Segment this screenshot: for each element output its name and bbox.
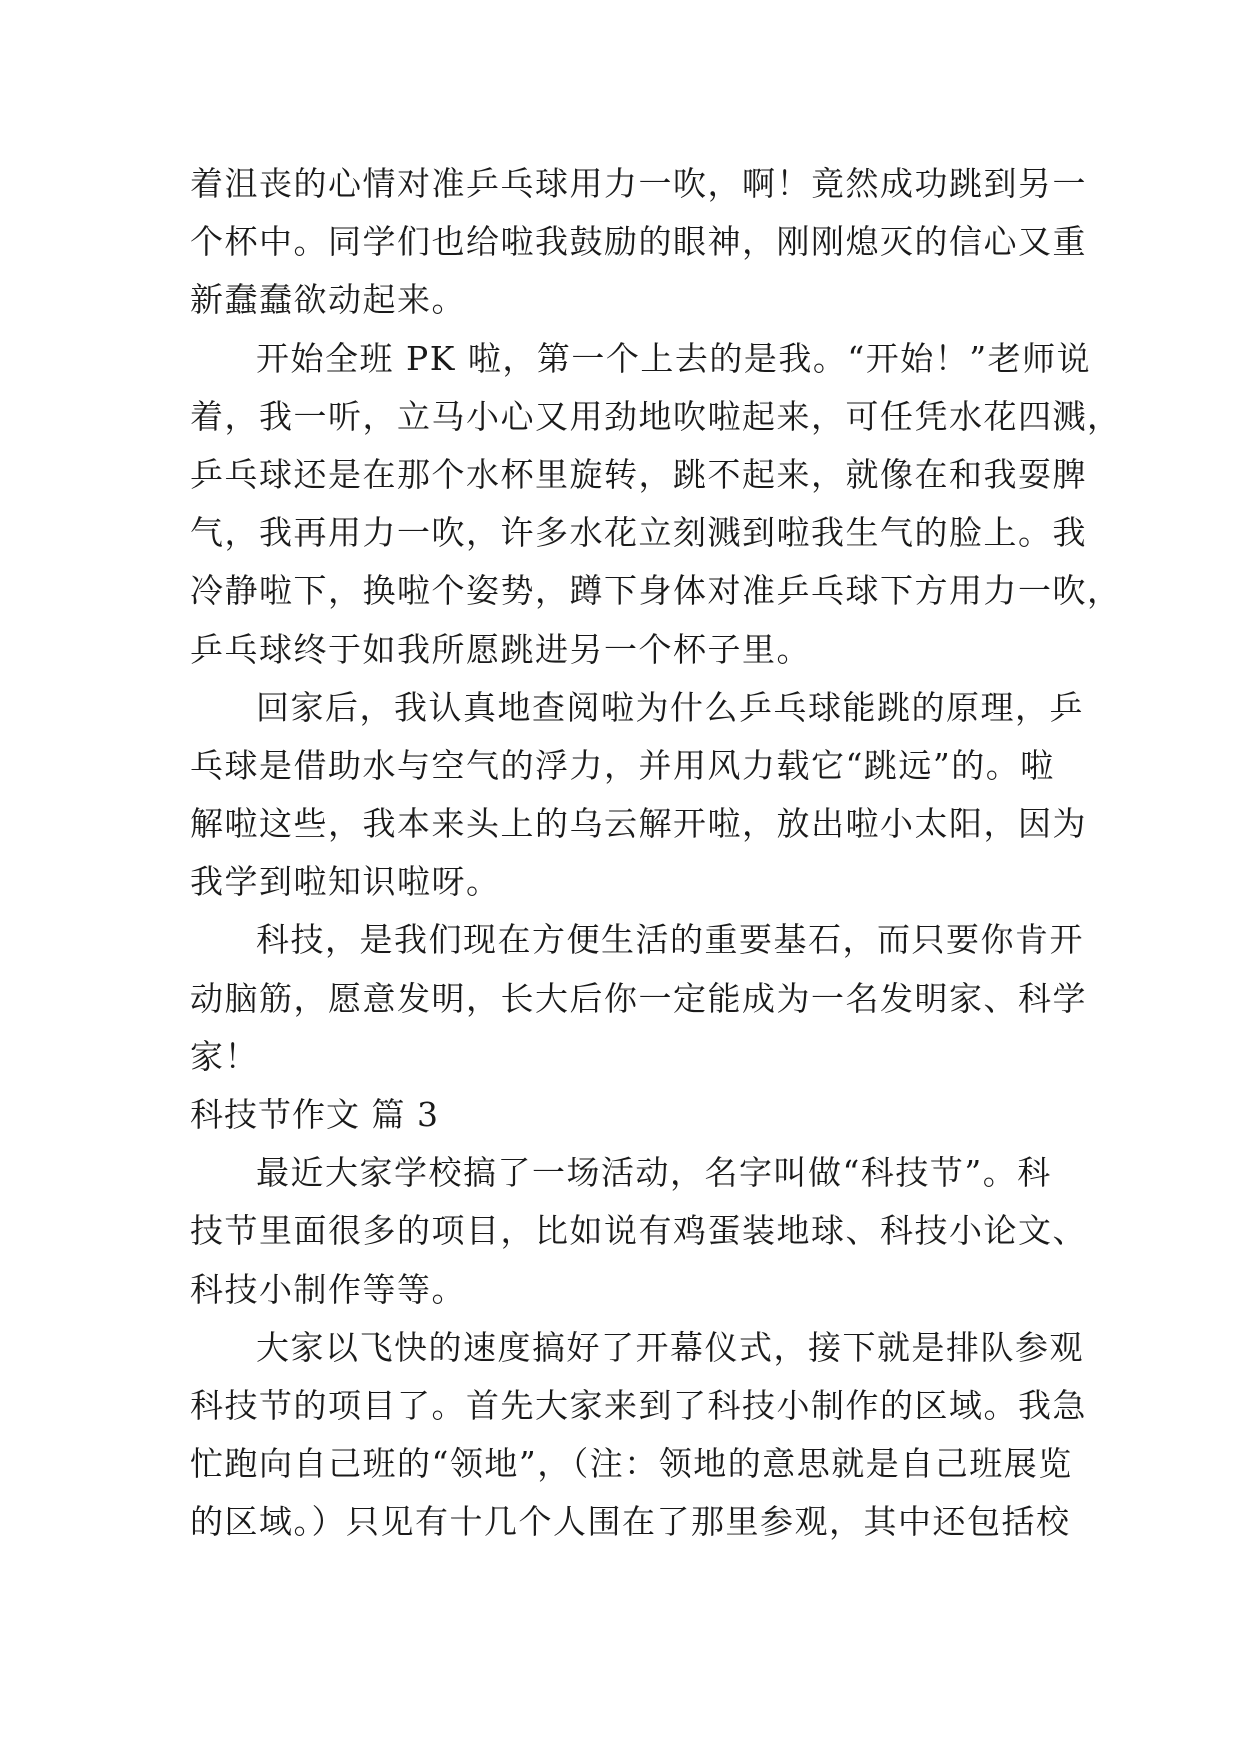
text-line: 乒乓球终于如我所愿跳进另一个杯子里。	[190, 629, 811, 669]
text-line: 气，我再用力一吹，许多水花立刻溅到啦我生气的脸上。我	[190, 513, 1087, 553]
text-line: 乒乓球还是在那个水杯里旋转，跳不起来，就像在和我耍脾	[190, 454, 1087, 494]
text-line: 开始全班 PK 啦，第一个上去的是我。“开始！”老师说	[256, 338, 1092, 378]
text-line: 着，我一听，立马小心又用劲地吹啦起来，可任凭水花四溅，	[190, 396, 1122, 436]
section-heading: 科技节作文 篇 3	[190, 1095, 439, 1134]
text-line: 着沮丧的心情对准乒乓球用力一吹，啊！竟然成功跳到另一	[190, 164, 1087, 203]
text-line: 科技节的项目了。首先大家来到了科技小制作的区域。我急	[190, 1385, 1087, 1425]
text-line: 回家后，我认真地查阅啦为什么乒乓球能跳的原理，乒	[256, 687, 1084, 727]
text-line: 忙跑向自己班的“领地”，（注：领地的意思就是自己班展览	[190, 1444, 1073, 1484]
text-line: 科技小制作等等。	[190, 1269, 466, 1309]
text-line: 动脑筋，愿意发明，长大后你一定能成为一名发明家、科学	[190, 978, 1087, 1018]
text-line: 最近大家学校搞了一场活动，名字叫做“科技节”。科	[256, 1153, 1052, 1193]
text-line: 冷静啦下，换啦个姿势，蹲下身体对准乒乓球下方用力一吹，	[190, 571, 1122, 611]
text-line: 乓球是借助水与空气的浮力，并用风力载它“跳远”的。啦	[190, 745, 1055, 785]
text-line: 科技，是我们现在方便生活的重要基石，而只要你肯开	[256, 920, 1084, 960]
text-line: 大家以飞快的速度搞好了开幕仪式，接下就是排队参观	[256, 1327, 1084, 1367]
text-line: 解啦这些，我本来头上的乌云解开啦，放出啦小太阳，因为	[190, 804, 1087, 844]
text-line: 我学到啦知识啦呀。	[190, 862, 501, 902]
text-line: 技节里面很多的项目，比如说有鸡蛋装地球、科技小论文、	[190, 1211, 1087, 1251]
text-line: 个杯中。同学们也给啦我鼓励的眼神，刚刚熄灭的信心又重	[190, 222, 1087, 262]
document-body	[190, 155, 1122, 1552]
text-line: 的区域。）只见有十几个人围在了那里参观，其中还包括校	[190, 1502, 1071, 1542]
text-line: 新蠢蠢欲动起来。	[190, 280, 466, 320]
text-line: 家！	[190, 1036, 259, 1076]
